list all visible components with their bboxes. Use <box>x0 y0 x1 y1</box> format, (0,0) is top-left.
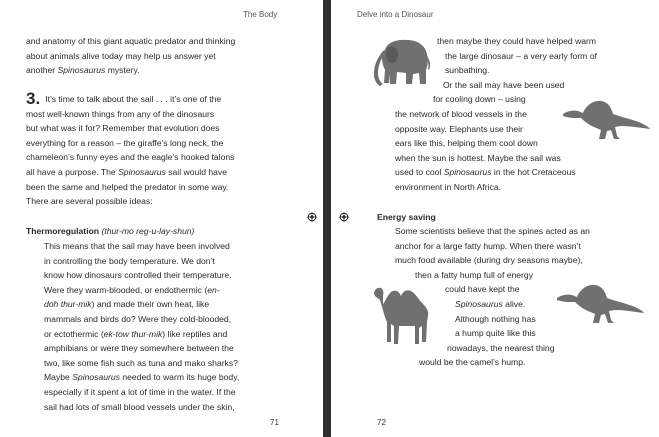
text-line: environment in North Africa. <box>395 181 502 192</box>
registration-mark-icon <box>339 212 349 222</box>
italic-term: Spinosaurus <box>72 372 120 383</box>
section-number: 3. <box>26 89 41 108</box>
italic-term: Spinosaurus <box>118 166 166 177</box>
text-line: but what was it for? Remember that evolution does <box>26 123 220 134</box>
section-3-paragraph <box>26 89 235 209</box>
text-line: anchor for a large fatty hump. When there wasn’t <box>395 240 581 251</box>
text-line: in controlling the body temperature. We don’t <box>44 255 215 266</box>
book-spine <box>323 0 331 437</box>
text-line: then a fatty hump full of energy <box>415 269 533 280</box>
italic-term: doh thur-mik <box>44 299 92 310</box>
right-page-number: 72 <box>377 418 386 427</box>
text-line: know how dinosaurs controlled their temperature. <box>44 270 232 281</box>
text-line: everything for a reason – the giraffe’s long neck, the <box>26 137 224 148</box>
italic-term: Spinosaurus <box>57 65 106 76</box>
text-line: sail had lots of small blood vessels under the skin, <box>44 401 235 412</box>
thermoregulation-paragraph <box>44 239 239 414</box>
text-line: the large dinosaur – a very early form of <box>445 50 597 61</box>
intro-paragraph <box>26 34 235 78</box>
text-line: most well-known things from any of the dinosaurs <box>26 108 215 119</box>
text-line: chameleon’s funny eyes and the eagle’s hooked talons <box>26 152 235 163</box>
elephant-paragraph <box>353 34 597 195</box>
text-line: a hump quite like this <box>455 328 536 339</box>
text-line: There are several possible ideas: <box>26 196 153 207</box>
italic-term: Spinosaurus <box>455 298 503 309</box>
right-page <box>331 0 659 437</box>
text-line: This means that the sail may have been involved <box>44 241 230 251</box>
text-line: ears like this, helping them cool down <box>395 138 538 149</box>
text-line: could have kept the <box>445 284 520 295</box>
text-line: Or the sail may have been used <box>443 79 565 90</box>
energy-saving-heading: Energy saving <box>377 212 436 222</box>
section-3-first-line-text: It’s time to talk about the sail . . . it’s one of the <box>45 94 222 104</box>
left-page-number: 71 <box>270 418 279 427</box>
thermoregulation-heading: Thermoregulation <box>26 226 100 236</box>
text-line: Were they warm-blooded, or endothermic (en- <box>44 284 220 295</box>
text-line: much food available (during dry seasons maybe), <box>395 255 583 266</box>
thermoregulation-pronunciation: (thur-mo reg-u-lay-shun) <box>101 226 195 236</box>
text-line: the network of blood vessels in the <box>395 108 527 119</box>
text-line: all have a purpose. The Spinosaurus sail would have <box>26 166 227 177</box>
text-line: or ectothermic (ek-tow thur-mik) like reptiles and <box>44 328 228 339</box>
section-3-rest <box>26 107 234 209</box>
text-line: and anatomy of this giant aquatic predator and thinking <box>26 36 236 46</box>
text-line: Some scientists believe that the spines acted as an <box>395 226 590 236</box>
text-line: Maybe Spinosaurus needed to warm its huge body, <box>44 372 240 383</box>
right-running-head: Delve into a Dinosaur <box>357 10 434 19</box>
text-line: then maybe they could have helped warm <box>437 36 597 46</box>
text-line: Although nothing has <box>455 313 536 324</box>
left-page <box>0 0 323 437</box>
section-3-first-line <box>26 89 234 108</box>
italic-term: ek-tow thur-mik <box>103 328 163 339</box>
text-line: about animals alive today may help us answer yet <box>26 50 216 61</box>
text-line: would be the camel’s hump. <box>419 357 526 368</box>
text-line: mammals and birds do? Were they cold-blooded, <box>44 313 232 324</box>
text-line: used to cool Spinosaurus in the hot Cretaceous <box>395 167 576 178</box>
text-line: Spinosaurus alive. <box>455 298 526 309</box>
registration-mark-icon <box>307 212 317 222</box>
italic-term: Spinosaurus <box>443 167 492 178</box>
text-line: especially if it spent a lot of time in the water. If the <box>44 386 236 397</box>
energy-saving-paragraph <box>395 224 590 370</box>
text-line: amphibians or were they somewhere between the <box>44 343 234 354</box>
text-line: opposite way. Elephants use their <box>395 123 523 134</box>
text-line: two, like some fish such as tuna and mako sharks? <box>44 357 238 368</box>
text-line: doh thur-mik) and made their own heat, like <box>44 299 210 310</box>
text-line: nowadays, the nearest thing <box>447 342 555 353</box>
text-line: been the same and helped the predator in some way. <box>26 181 229 192</box>
text-line: when the sun is hottest. Maybe the sail was <box>395 152 561 163</box>
text-line: for cooling down – using <box>433 94 526 105</box>
thermoregulation-heading-line <box>26 224 194 239</box>
text-line: sunbathing. <box>445 65 490 76</box>
text-line: another Spinosaurus mystery. <box>26 65 140 76</box>
italic-term: en- <box>207 284 220 295</box>
left-running-head: The Body <box>243 10 278 19</box>
